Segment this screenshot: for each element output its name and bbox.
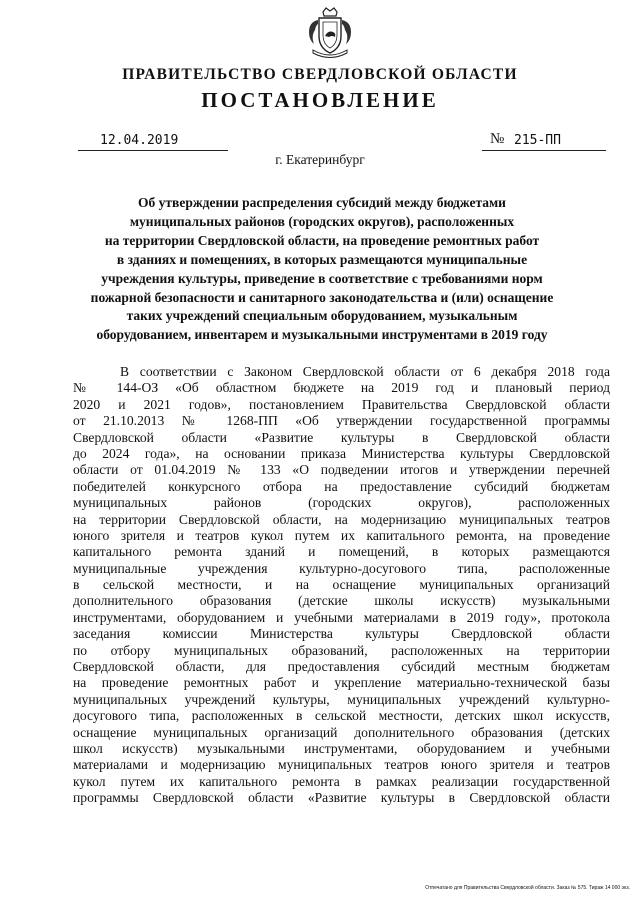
sverdlovsk-coat-of-arms-icon (303, 6, 357, 60)
document-type: ПОСТАНОВЛЕНИЕ (201, 88, 439, 112)
body-line: заседания комиссии Министерства культуры Свердловской области (73, 626, 610, 642)
body-line: дополнительного образования (детские школы искусств) музыкальными (73, 593, 610, 609)
body-line: от 21.10.2013 № 1268-ПП «Об утверждении государственной программы (73, 413, 610, 429)
title-line: муниципальных районов (городских округов), расположенных (129, 213, 515, 229)
government-heading: ПРАВИТЕЛЬСТВО СВЕРДЛОВСКОЙ ОБЛАСТИ (122, 66, 518, 83)
body-line: материалами и модернизацию муниципальных театров юного зрителя и театров (73, 757, 610, 773)
date-field (78, 132, 228, 151)
body-line: оснащение муниципальных организаций дополнительного образования (детских (73, 724, 610, 740)
body-line: по отбору муниципальных образований, расположенных на территории (73, 642, 610, 658)
body-line: кукол путем их капитального ремонта в рамках реализации государственной (73, 773, 610, 789)
body-line: 2020 и 2021 годов», постановлением Правительства Свердловской области (73, 396, 610, 412)
body-line: Свердловской области, для предоставления субсидий местным бюджетам (73, 659, 610, 675)
body-line: В соответствии с Законом Свердловской области от 6 декабря 2018 года (120, 364, 610, 379)
title-line: на территории Свердловской области, на проведение ремонтных работ (104, 232, 540, 248)
title-line: оборудованием, инвентарем и музыкальными инструментами в 2019 году (96, 327, 548, 343)
body-line: юного зрителя и театров кукол путем их капитального ремонта, на проведение (73, 527, 610, 543)
title-line: Об утверждении распределения субсидий между бюджетами (138, 195, 506, 210)
body-line: муниципальных учреждений культуры, муниципальных учреждений культурно- (73, 691, 610, 707)
body-line: капитального ремонта зданий и помещений, в которых размещаются (73, 544, 610, 560)
body-line: № 144-ОЗ «Об областном бюджете на 2019 год и плановый период (73, 380, 610, 396)
body-line: Свердловской области «Развитие культуры в Свердловской области (73, 429, 610, 445)
print-footer: Отпечатано для Правительства Свердловской области. Заказ № 575. Тираж 14 000 экз. (425, 885, 630, 891)
body-line: муниципальные учреждения культурно-досугового типа, расположенные (73, 560, 610, 576)
number-field (482, 132, 606, 151)
body-line: в сельской местности, и на оснащение муниципальных организаций (73, 577, 610, 593)
document-body (73, 364, 610, 807)
body-line: программы Свердловской области «Развитие культуры в Свердловской области (73, 790, 610, 806)
body-line: до 2024 года», на основании приказа Министерства культуры Свердловской (73, 445, 610, 461)
body-line: досугового типа, расположенных в сельской местности, детских школ искусств, (73, 708, 610, 724)
body-line: области от 01.04.2019 № 133 «О подведении итогов и утверждении перечней (73, 462, 610, 478)
body-line: школ искусств) музыкальными инструментами, оборудованием и учебными (73, 740, 610, 756)
city-name: г. Екатеринбург (275, 152, 365, 167)
title-line: учреждения культуры, приведение в соответствие с требованиями норм (101, 270, 543, 286)
body-line: инструментами, оборудованием и учебными материалами в 2019 году», протокола (73, 609, 610, 625)
document-title (70, 194, 574, 345)
number-sign: № (490, 131, 505, 147)
title-line: в зданиях и помещениях, в которых размещаются муниципальные (116, 251, 528, 267)
title-line: таких учреждений специальным оборудованием, музыкальным (126, 308, 518, 324)
body-line: муниципальных районов (городских округов), расположенных (73, 495, 610, 511)
title-line: пожарной безопасности и санитарного законодательства и (или) оснащение (90, 289, 554, 305)
body-line: на территории Свердловской области, на модернизацию муниципальных театров (73, 511, 610, 527)
document-date: 12.04.2019 (100, 133, 179, 148)
body-line: на проведение ремонтных работ и укрепление материально-технической базы (73, 675, 610, 691)
document-number: 215-ПП (514, 133, 561, 148)
body-line: победителей конкурсного отбора на предоставление субсидий бюджетам (73, 478, 610, 494)
